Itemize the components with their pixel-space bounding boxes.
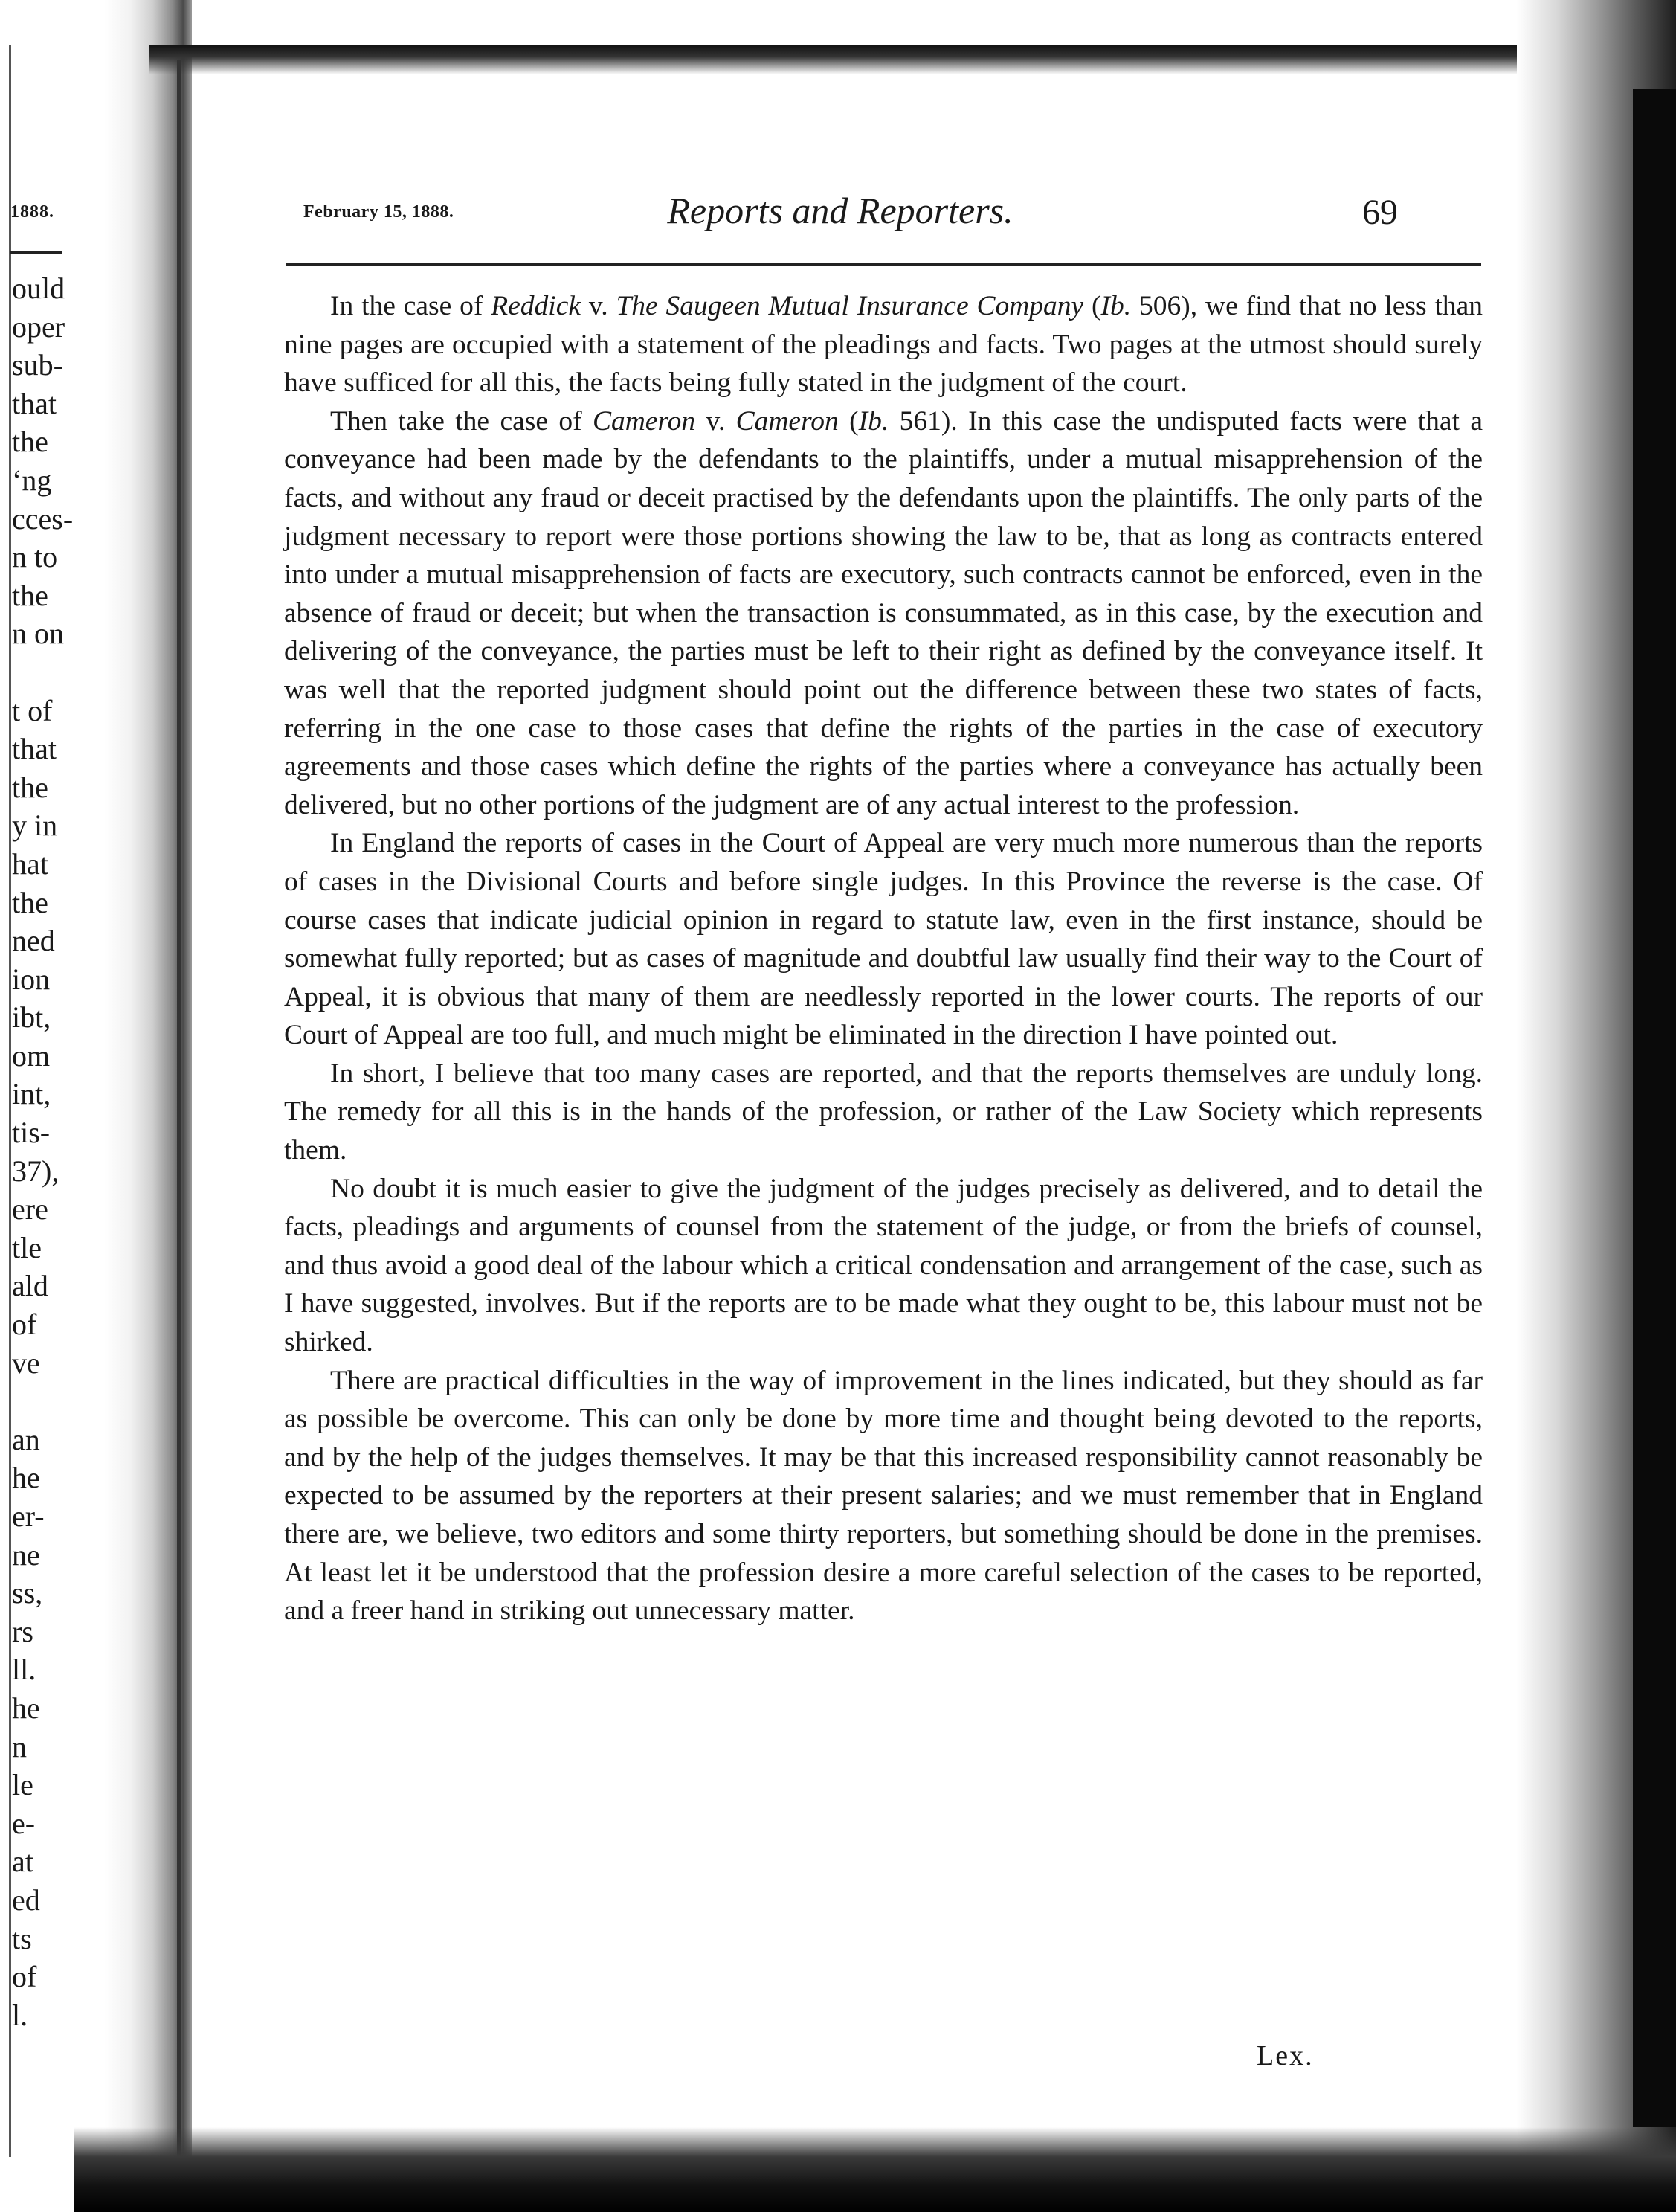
paragraph-1: In the case of Reddick v. The Saugeen Mutual Insurance Company (Ib. 506), we find that no less than nine pages are occupied with a statement of the pleadings and facts. Two pages at the utmost should surely have sufficed for all this, the facts being fully stated in the judgment of the court. [284,291,1483,399]
previous-page-line: int, [12,1077,51,1111]
previous-page-line: y in [12,808,58,843]
running-title: Reports and Reporters. [667,190,1013,231]
right-scan-border [1633,89,1676,2127]
previous-page-line: n [12,1729,27,1764]
previous-page-line: an [12,1422,40,1456]
case-name: Reddick [491,291,581,321]
previous-page-line: ere [12,1192,48,1226]
header-rule [286,263,1481,266]
scan-bottom-shadow [74,2127,1676,2212]
previous-page-line: hat [12,846,48,881]
ibid-reference: Ib. [1100,291,1132,321]
previous-page-line: he [12,1691,40,1725]
previous-page-line: ne [12,1537,40,1572]
previous-page-lines [12,269,73,2034]
previous-page-line: cces- [12,501,74,536]
previous-page-line: l. [12,1998,28,2032]
previous-page-line [12,1382,73,1421]
page-edge-line [9,45,11,2157]
main-page [193,0,1517,2212]
previous-page-line: n on [12,617,64,651]
previous-page-line: that [12,732,57,766]
previous-page-line: tle [12,1230,42,1264]
article-body [284,287,1483,1630]
page-number: 69 [1362,193,1398,232]
paragraph-2: Then take the case of Cameron v. Cameron (Ib. 561). In this case the undisputed facts were that a conveyance had been made by the defendants to the plaintiffs, under a mutual misapprehension of the facts, and without any fraud or deceit practised by the defendants upon the plaintiffs. The only parts of the judgment necessary to report were those portions showing the law to be, that as long as contracts entered into under a mutual misapprehension of facts are executory, such contracts cannot be enforced, even in the absence of fraud or deceit; but when the transaction is consummated, as in this case, by the execution and delivering of the conveyance, the parties must be left to their right as defined by the conveyance itself. It was well that the reported judgment should point out the difference between these two states of facts, referring in the one case to those cases that define the rights of the parties in the case of executory agreements and those cases which define the rights of the parties where a conveyance has actually been delivered, but no other portions of the judgment are of any actual interest to the profession. [284,405,1483,820]
previous-page-line: of [12,1308,37,1342]
previous-page-line: that [12,386,57,420]
previous-page-line: ts [12,1921,32,1955]
previous-page-line: oper [12,309,65,344]
previous-page-fragment [0,0,104,2212]
previous-page-line: sub- [12,348,63,382]
previous-page-line: ‘ng [12,463,52,497]
previous-page-line: ould [12,271,65,305]
ibid-reference: Ib. [858,405,889,437]
previous-page-line: the [12,425,48,459]
previous-page-line: the [12,578,48,612]
previous-page-line: tis- [12,1116,51,1150]
previous-page-line: the [12,885,48,919]
previous-page-line [12,653,73,692]
previous-page-line: ned [12,924,55,958]
previous-page-line: er- [12,1499,45,1533]
previous-page-line: ss, [12,1576,43,1610]
author-signature: Lex. [1257,2040,1314,2071]
previous-page-rule [10,251,62,254]
previous-page-line: ve [12,1345,40,1380]
paragraph-6: There are practical difficulties in the way of improvement in the lines indicated, but they should as far as possible be overcome. This can only be done by more time and thought being devoted to the reports, and by the help of the judges themselves. It may be that this increased responsibility cannot reasonably be expected to be assumed by the reporters at their present salaries; and we must remember that in England there are, we believe, two editors and some thirty reporters, but something should be done in the premises. At least let it be understood that the profession desire a more careful selection of the cases to be reported, and a freer hand in striking out unnecessary matter. [284,1365,1483,1627]
previous-page-line: ed [12,1883,40,1917]
previous-page-line: ion [12,962,51,996]
paragraph-4: In short, I believe that too many cases are reported, and that the reports themselves are unduly long. The remedy for all this is in the hands of the profession, or rather of the Law Society which represents them. [284,1058,1483,1166]
running-head [193,186,1487,245]
previous-page-line: e- [12,1806,36,1840]
previous-page-line: le [12,1768,33,1802]
paragraph-5: No doubt it is much easier to give the judgment of the judges precisely as delivered, and to detail the facts, pleadings and arguments of counsel from the statement of the judge, or from the briefs of counsel, and thus avoid a good deal of the labour which a critical condensation and arrangement of the case, such as I have suggested, involves. But if the reports are to be made what they ought to be, this labour must not be shirked. [284,1173,1483,1358]
previous-page-line: ll. [12,1653,36,1687]
previous-page-line: om [12,1038,51,1073]
previous-page-line: at [12,1845,33,1879]
previous-page-line: 37), [12,1154,59,1188]
previous-page-line: ibt, [12,1000,51,1035]
previous-page-header: 1888. [10,202,54,222]
case-name: Cameron [735,405,839,437]
previous-page-line: n to [12,540,58,574]
case-name: Cameron [592,405,696,437]
previous-page-line: rs [12,1614,33,1648]
previous-page-line: of [12,1960,37,1994]
paragraph-3: In England the reports of cases in the Court of Appeal are very much more numerous than the reports of cases in the Divisional Courts and before single judges. In this Province the reverse is the case. Of course cases that indicate judicial opinion in regard to statute law, even in the first instance, should be somewhat fully reported; but as cases of magnitude and doubtful law usually find their way to the Court of Appeal, it is obvious that many of them are needlessly reported in the lower courts. The reports of our Court of Appeal are too full, and much might be eliminated in the direction I have pointed out. [284,828,1483,1051]
issue-date: February 15, 1888. [303,202,454,222]
case-name: The Saugeen Mutual Insurance Company [616,291,1084,321]
gutter-fold-line [177,60,181,2187]
previous-page-line: he [12,1461,40,1495]
previous-page-line: ald [12,1269,48,1303]
previous-page-line: the [12,770,48,804]
previous-page-line: t of [12,693,53,727]
